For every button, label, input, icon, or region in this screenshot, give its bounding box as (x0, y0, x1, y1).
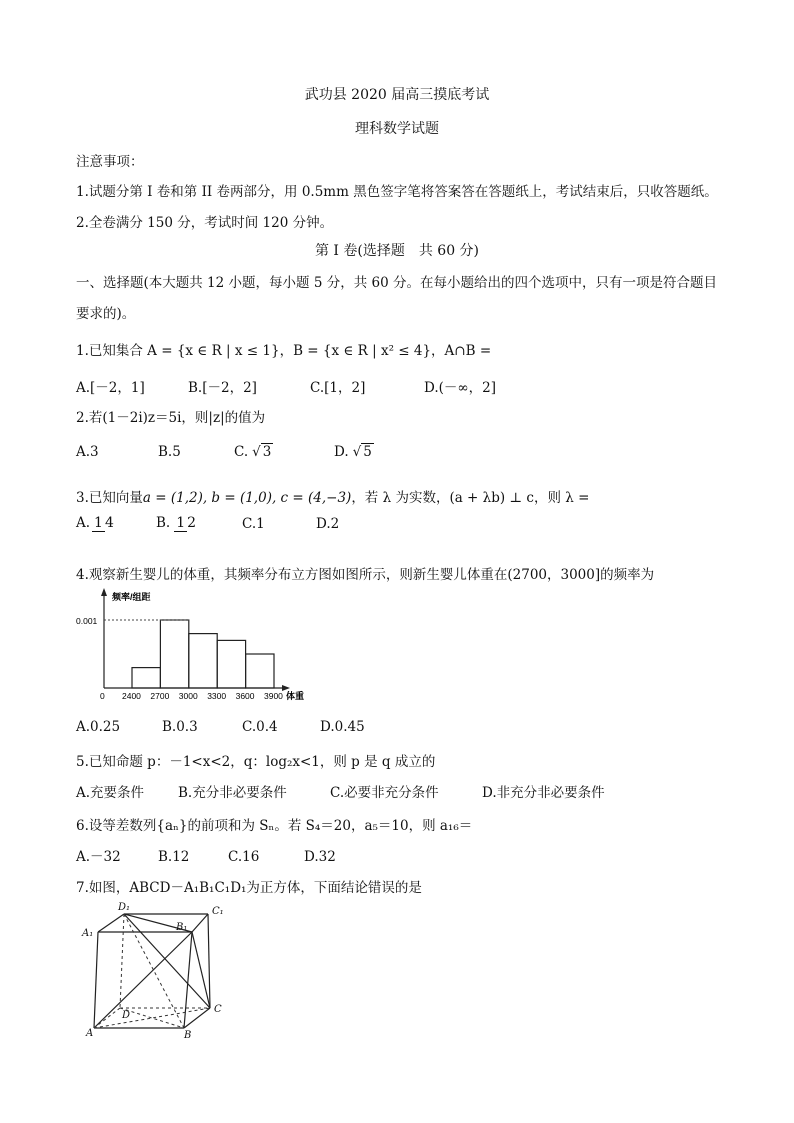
histogram-bar (132, 668, 160, 688)
option-d: D.2 (316, 515, 340, 532)
question-3-options (76, 515, 339, 532)
option-b: B. 1 2 (156, 514, 197, 531)
option-d: D.非充分非必要条件 (482, 785, 605, 801)
option-c: C.16 (228, 849, 260, 865)
option-b: B.12 (158, 849, 190, 865)
question-4-stem: 4.观察新生婴儿的体重，其频率分布立方图如图所示，则新生婴儿体重在(2700，3000]的频率为 (76, 567, 655, 583)
section-title: 第 I 卷(选择题 共 60 分) (314, 243, 480, 259)
histogram-bar (160, 620, 188, 688)
x-tick-label: 2700 (150, 691, 170, 701)
option-a: A.3 (76, 444, 99, 460)
option-c: C.[1，2] (310, 380, 366, 396)
option-b: B.充分非必要条件 (178, 785, 287, 801)
option-b: B.[－2，2] (188, 380, 257, 396)
option-a: A. 1 4 (76, 514, 114, 531)
cube-diagram (80, 898, 240, 1041)
option-a: A.充要条件 (76, 785, 145, 801)
y-axis-label: 频率/组距 (112, 592, 151, 602)
vertex-label-c: C (214, 1004, 222, 1015)
vertex-label-a: A (86, 1028, 94, 1039)
section-intro-line2: 要求的)。 (76, 306, 136, 322)
origin-label: 0 (100, 691, 105, 701)
option-a: A.[－2，1] (76, 380, 145, 396)
notice-heading: 注意事项： (76, 154, 144, 170)
option-b: B.0.3 (162, 719, 198, 735)
exam-subtitle: 理科数学试题 (355, 121, 439, 137)
section-intro-line1: 一、选择题(本大题共 12 小题，每小题 5 分，共 60 分。在每小题给出的四个选项中，只有一项是符合题目 (76, 275, 717, 291)
question-5-stem: 5.已知命题 p：－1<x<2，q：log₂x<1，则 p 是 q 成立的 (76, 754, 436, 770)
question-3-stem: 3.已知向量a = (1,2), b = (1,0), c = (4,−3)，若 λ 为实数，(a + λb) ⊥ c，则 λ = (76, 490, 590, 506)
notice-item-1: 1.试题分第 I 卷和第 II 卷两部分，用 0.5mm 黑色签字笔将答案答在答题纸上，考试结束后，只收答题纸。 (76, 184, 718, 200)
vertex-label-b1: B₁ (176, 922, 188, 933)
x-tick-label: 3000 (178, 691, 198, 701)
exam-title: 武功县 2020 届高三摸底考试 (304, 87, 490, 103)
question-6-options (76, 845, 336, 865)
option-a: A.0.25 (76, 719, 121, 735)
question-7-stem: 7.如图，ABCD－A₁B₁C₁D₁为正方体，下面结论错误的是 (76, 880, 422, 896)
option-d: D.32 (304, 849, 336, 865)
question-6-stem: 6.设等差数列{aₙ}的前项和为 Sₙ。若 S₄＝20，a₅＝10，则 a₁₆＝ (76, 818, 473, 834)
x-tick-label: 3600 (235, 691, 255, 701)
option-d: D. √ 5 (334, 444, 372, 460)
question-1-stem: 1.已知集合 A = {x ∈ R | x ≤ 1}，B = {x ∈ R | x² ≤ 4}，A∩B = (76, 343, 492, 359)
question-5-options (76, 781, 605, 801)
x-axis-label: 体重 (286, 691, 305, 701)
option-c: C.1 (242, 515, 265, 532)
option-d: D.0.45 (320, 719, 365, 735)
histogram-bar (189, 634, 217, 688)
x-tick-label: 2400 (122, 691, 141, 701)
option-c: C.必要非充分条件 (330, 785, 439, 801)
sqrt-radicand-d: 5 (363, 444, 372, 460)
question-1-options (76, 376, 496, 396)
vertex-label-d1: D₁ (118, 902, 131, 913)
question-2-stem: 2.若(1－2i)z＝5i，则|z|的值为 (76, 410, 266, 426)
vertex-label-b: B (184, 1030, 192, 1041)
x-tick-label: 3900 (264, 691, 283, 701)
option-b: B.5 (158, 444, 181, 460)
option-c: C. √ 3 (234, 444, 272, 460)
vector-definitions: a = (1,2), b = (1,0), c = (4,−3) (142, 490, 352, 506)
question-4-options (76, 719, 365, 735)
y-tick-label: 0.001 (76, 616, 98, 626)
option-c: C.0.4 (242, 719, 278, 735)
option-a: A.－32 (76, 849, 121, 865)
question-2-options (76, 443, 374, 460)
vertex-label-c1: C₁ (212, 906, 224, 917)
option-d: D.(－∞，2] (424, 380, 497, 396)
frequency-histogram (76, 588, 306, 701)
x-tick-label: 3300 (207, 691, 227, 701)
histogram-bar (217, 640, 245, 688)
vertex-label-d: D (122, 1010, 131, 1021)
histogram-bar (246, 654, 274, 688)
vertex-label-a1: A₁ (82, 928, 94, 939)
notice-item-2: 2.全卷满分 150 分，考试时间 120 分钟。 (76, 215, 334, 231)
sqrt-radicand-c: 3 (262, 444, 272, 460)
